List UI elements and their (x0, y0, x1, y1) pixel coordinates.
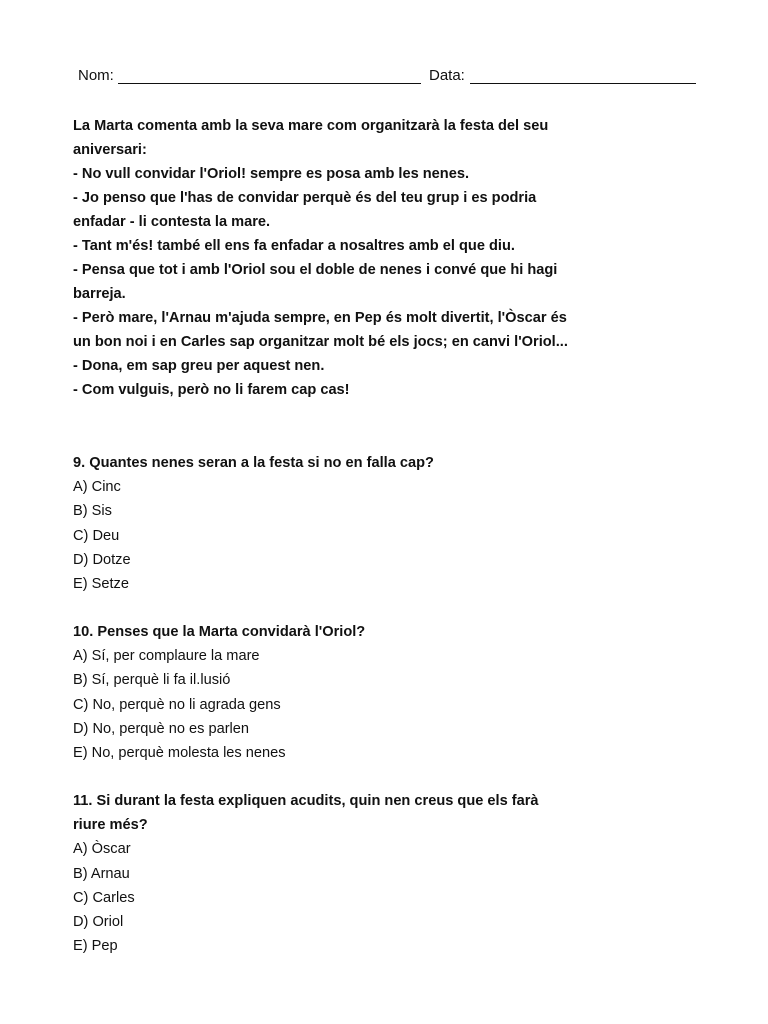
story-line: La Marta comenta amb la seva mare com organitzarà la festa del seu (73, 118, 549, 134)
question-11 (73, 789, 633, 958)
name-field-line[interactable] (118, 83, 421, 84)
story-line: - Però mare, l'Arnau m'ajuda sempre, en Pep és molt divertit, l'Òscar és (73, 310, 567, 326)
story-line: un bon noi i en Carles sap organitzar molt bé els jocs; en canvi l'Oriol... (73, 334, 568, 350)
option-e[interactable]: E) Pep (73, 938, 118, 955)
story-line: enfadar - li contesta la mare. (73, 214, 271, 230)
story-line: - Jo penso que l'has de convidar perquè és del teu grup i es podria (73, 190, 537, 206)
option-b[interactable]: B) Arnau (73, 865, 130, 882)
option-c[interactable]: C) Carles (73, 889, 135, 906)
question-9-options (73, 475, 633, 596)
question-10-options (73, 644, 633, 765)
name-label: Nom: (78, 67, 114, 84)
question-9-text: 9. Quantes nenes seran a la festa si no en falla cap? (73, 455, 434, 471)
option-a[interactable]: A) Cinc (73, 479, 121, 496)
option-e[interactable]: E) Setze (73, 576, 129, 593)
date-field-line[interactable] (470, 83, 696, 84)
story-line: barreja. (73, 286, 126, 302)
question-10 (73, 620, 633, 765)
option-c[interactable]: C) Deu (73, 527, 120, 544)
question-9 (73, 451, 633, 596)
question-11-text-line1: 11. Si durant la festa expliquen acudits, quin nen creus que els farà (73, 793, 539, 809)
option-b[interactable]: B) Sí, perquè li fa il.lusió (73, 672, 231, 689)
option-e[interactable]: E) No, perquè molesta les nenes (73, 745, 286, 762)
story-text (73, 114, 633, 402)
option-a[interactable]: A) Òscar (73, 841, 131, 858)
story-line: - Dona, em sap greu per aquest nen. (73, 358, 325, 374)
story-line: - Pensa que tot i amb l'Oriol sou el doble de nenes i convé que hi hagi (73, 262, 558, 278)
option-d[interactable]: D) Dotze (73, 551, 131, 568)
option-d[interactable]: D) No, perquè no es parlen (73, 720, 250, 737)
option-a[interactable]: A) Sí, per complaure la mare (73, 648, 260, 665)
option-d[interactable]: D) Oriol (73, 914, 124, 931)
story-line: - Tant m'és! també ell ens fa enfadar a nosaltres amb el que diu. (73, 238, 515, 254)
option-b[interactable]: B) Sis (73, 503, 112, 520)
story-line: - No vull convidar l'Oriol! sempre es posa amb les nenes. (73, 166, 470, 182)
header (78, 67, 698, 89)
question-11-text-line2: riure més? (73, 817, 148, 834)
question-10-text: 10. Penses que la Marta convidarà l'Oriol? (73, 624, 366, 640)
date-label: Data: (429, 67, 465, 84)
story-line: aniversari: (73, 142, 147, 158)
question-11-options (73, 837, 633, 958)
option-c[interactable]: C) No, perquè no li agrada gens (73, 696, 281, 713)
story-line: - Com vulguis, però no li farem cap cas! (73, 382, 350, 398)
